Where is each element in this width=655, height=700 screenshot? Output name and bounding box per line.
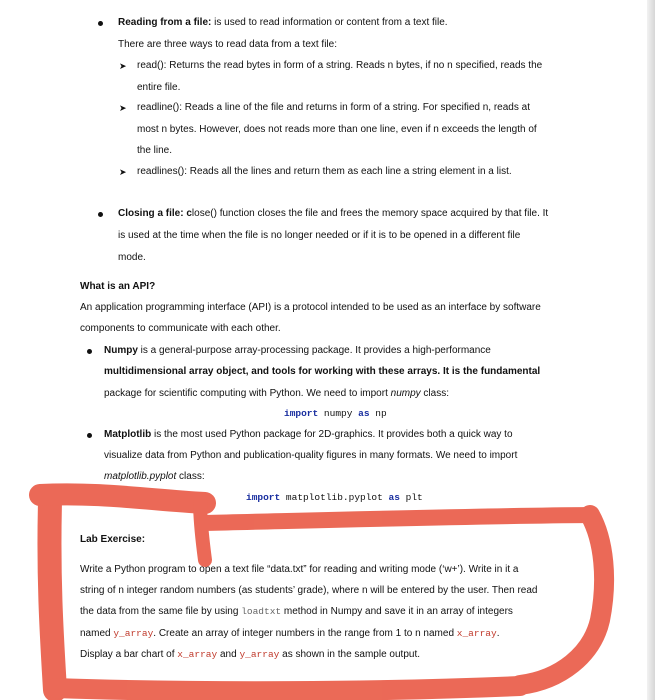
bullet-matplotlib bbox=[87, 433, 92, 438]
code-x-array: x_array bbox=[177, 649, 218, 660]
page-edge-shadow bbox=[647, 0, 655, 700]
arrow-bullet-icon: ➤ bbox=[119, 167, 127, 177]
closing-label: Closing a file: bbox=[118, 208, 184, 219]
closing-line-2: is used at the time when the file is no longer needed or if it is to be opened in a different file bbox=[118, 230, 521, 241]
readline-desc-3: the line. bbox=[137, 145, 173, 156]
matplotlib-label: Matplotlib bbox=[104, 429, 152, 440]
lab-line-4: named y_array. Create an array of integer numbers in the range from 1 to n named x_array. bbox=[80, 628, 500, 639]
readlines-desc-1: readlines(): Reads all the lines and return them as each line a string element in a list. bbox=[137, 166, 512, 177]
reading-text: is used to read information or content from a text file. bbox=[211, 17, 448, 28]
readline-desc-2: most n bytes. However, does not reads more than one line, even if n exceeds the length of bbox=[137, 124, 537, 135]
lab-line-3: the data from the same file by using loadtxt method in Numpy and save it in an array of integers bbox=[80, 606, 513, 617]
bullet-reading bbox=[98, 21, 103, 26]
reading-label: Reading from a file: bbox=[118, 17, 212, 28]
closing-line-3: mode. bbox=[118, 252, 146, 263]
numpy-l3-pre: package for scientific computing with Python. We need to import bbox=[104, 388, 391, 399]
arrow-bullet-icon: ➤ bbox=[119, 61, 127, 71]
read-desc-1: read(): Returns the read bytes in form of a string. Reads n bytes, if no n specified, reads the bbox=[137, 60, 543, 71]
numpy-line-1 bbox=[104, 345, 491, 357]
lab-line-2: string of n integer random numbers (as students’ grade), where n will be entered by the user. Then read bbox=[80, 585, 538, 596]
code-y-array: y_array bbox=[239, 649, 280, 660]
matplotlib-l3-post: class: bbox=[176, 471, 205, 482]
closing-rest: lose() function closes the file and frees the memory space acquired by that file. It bbox=[191, 208, 549, 219]
numpy-label: Numpy bbox=[104, 345, 138, 356]
matplotlib-l3-italic: matplotlib.pyplot bbox=[104, 471, 177, 482]
numpy-text: is a general-purpose array-processing package. It provides a high-performance bbox=[137, 345, 491, 356]
matplotlib-import-code: import matplotlib.pyplot as plt bbox=[246, 492, 423, 503]
numpy-l3-italic: numpy bbox=[390, 388, 421, 399]
matplotlib-line-3 bbox=[104, 471, 205, 483]
code-loadtxt: loadtxt bbox=[241, 606, 282, 617]
numpy-line-2: multidimensional array object, and tools for working with these arrays. It is the fundamental bbox=[104, 366, 541, 377]
numpy-import-code: import numpy as np bbox=[284, 408, 387, 419]
bullet-closing bbox=[98, 212, 103, 217]
readline-desc-1: readline(): Reads a line of the file and returns in form of a string. For specified n, reads at bbox=[137, 102, 530, 113]
arrow-bullet-icon: ➤ bbox=[119, 103, 127, 113]
code-x-array: x_array bbox=[456, 628, 497, 639]
lab-line-1: Write a Python program to open a text file “data.txt” for reading and writing mode (‘w+’). Write in it a bbox=[80, 564, 519, 575]
numpy-l3-post: class: bbox=[420, 388, 449, 399]
matplotlib-line-2: visualize data from Python and publication-quality figures in many formats. We need to import bbox=[104, 450, 518, 461]
api-heading: What is an API? bbox=[80, 281, 156, 292]
numpy-line-3 bbox=[104, 388, 449, 400]
reading-line bbox=[118, 17, 448, 29]
read-desc-2: entire file. bbox=[137, 82, 181, 93]
matplotlib-line-1 bbox=[104, 429, 513, 441]
api-line-1: An application programming interface (API) is a protocol intended to be used as an interface by software bbox=[80, 302, 541, 313]
lab-line-5: Display a bar chart of x_array and y_array as shown in the sample output. bbox=[80, 649, 420, 660]
bullet-numpy bbox=[87, 349, 92, 354]
matplotlib-text: is the most used Python package for 2D-graphics. It provides both a quick way to bbox=[151, 429, 513, 440]
api-line-2: components to communicate with each other. bbox=[80, 323, 281, 334]
reading-intro: There are three ways to read data from a text file: bbox=[118, 39, 337, 50]
code-y-array: y_array bbox=[113, 628, 154, 639]
closing-c: c bbox=[186, 208, 192, 219]
closing-line-1 bbox=[118, 208, 548, 220]
lab-heading: Lab Exercise: bbox=[80, 534, 146, 545]
